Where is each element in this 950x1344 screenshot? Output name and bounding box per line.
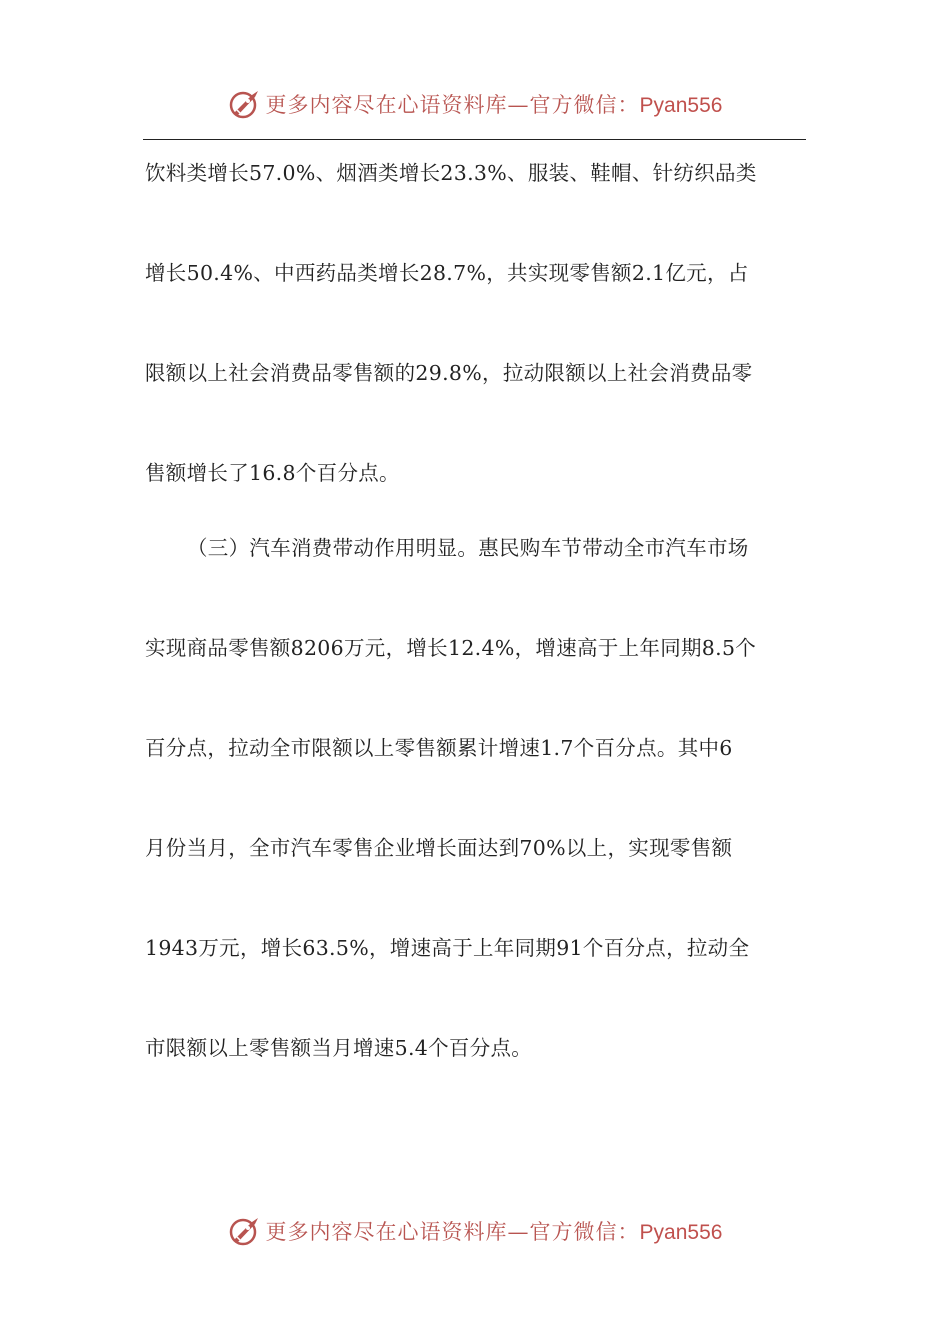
pen-logo-icon — [228, 87, 262, 121]
body-line: 增长50.4%、中西药品类增长28.7%，共实现零售额2.1亿元，占 — [145, 261, 749, 285]
body-line: 饮料类增长57.0%、烟酒类增长23.3%、服装、鞋帽、针纺织品类 — [145, 161, 757, 185]
document-body — [145, 148, 810, 1123]
footer-banner — [0, 1211, 950, 1251]
body-line: 1943万元，增长63.5%，增速高于上年同期91个百分点，拉动全 — [145, 936, 750, 960]
body-line: 市限额以上零售额当月增速5.4个百分点。 — [145, 1036, 533, 1060]
body-line: 售额增长了16.8个百分点。 — [145, 461, 400, 485]
header-divider — [143, 139, 806, 140]
body-line: 月份当月，全市汽车零售企业增长面达到70%以上，实现零售额 — [145, 836, 733, 860]
header-wechat-id: Pyan556 — [639, 94, 723, 117]
pen-logo-icon — [228, 1214, 262, 1248]
body-line: 百分点，拉动全市限额以上零售额累计增速1.7个百分点。其中6 — [145, 736, 733, 760]
footer-banner-text: 更多内容尽在心语资料库—官方微信： — [265, 1220, 640, 1244]
body-line: 限额以上社会消费品零售额的29.8%，拉动限额以上社会消费品零 — [145, 361, 753, 385]
section-heading-line: （三）汽车消费带动作用明显。惠民购车节带动全市汽车市场 — [187, 536, 749, 560]
body-line: 实现商品零售额8206万元，增长12.4%，增速高于上年同期8.5个 — [145, 636, 757, 660]
footer-wechat-id: Pyan556 — [639, 1221, 723, 1244]
header-banner-text: 更多内容尽在心语资料库—官方微信： — [265, 93, 640, 117]
header-banner — [0, 84, 950, 124]
